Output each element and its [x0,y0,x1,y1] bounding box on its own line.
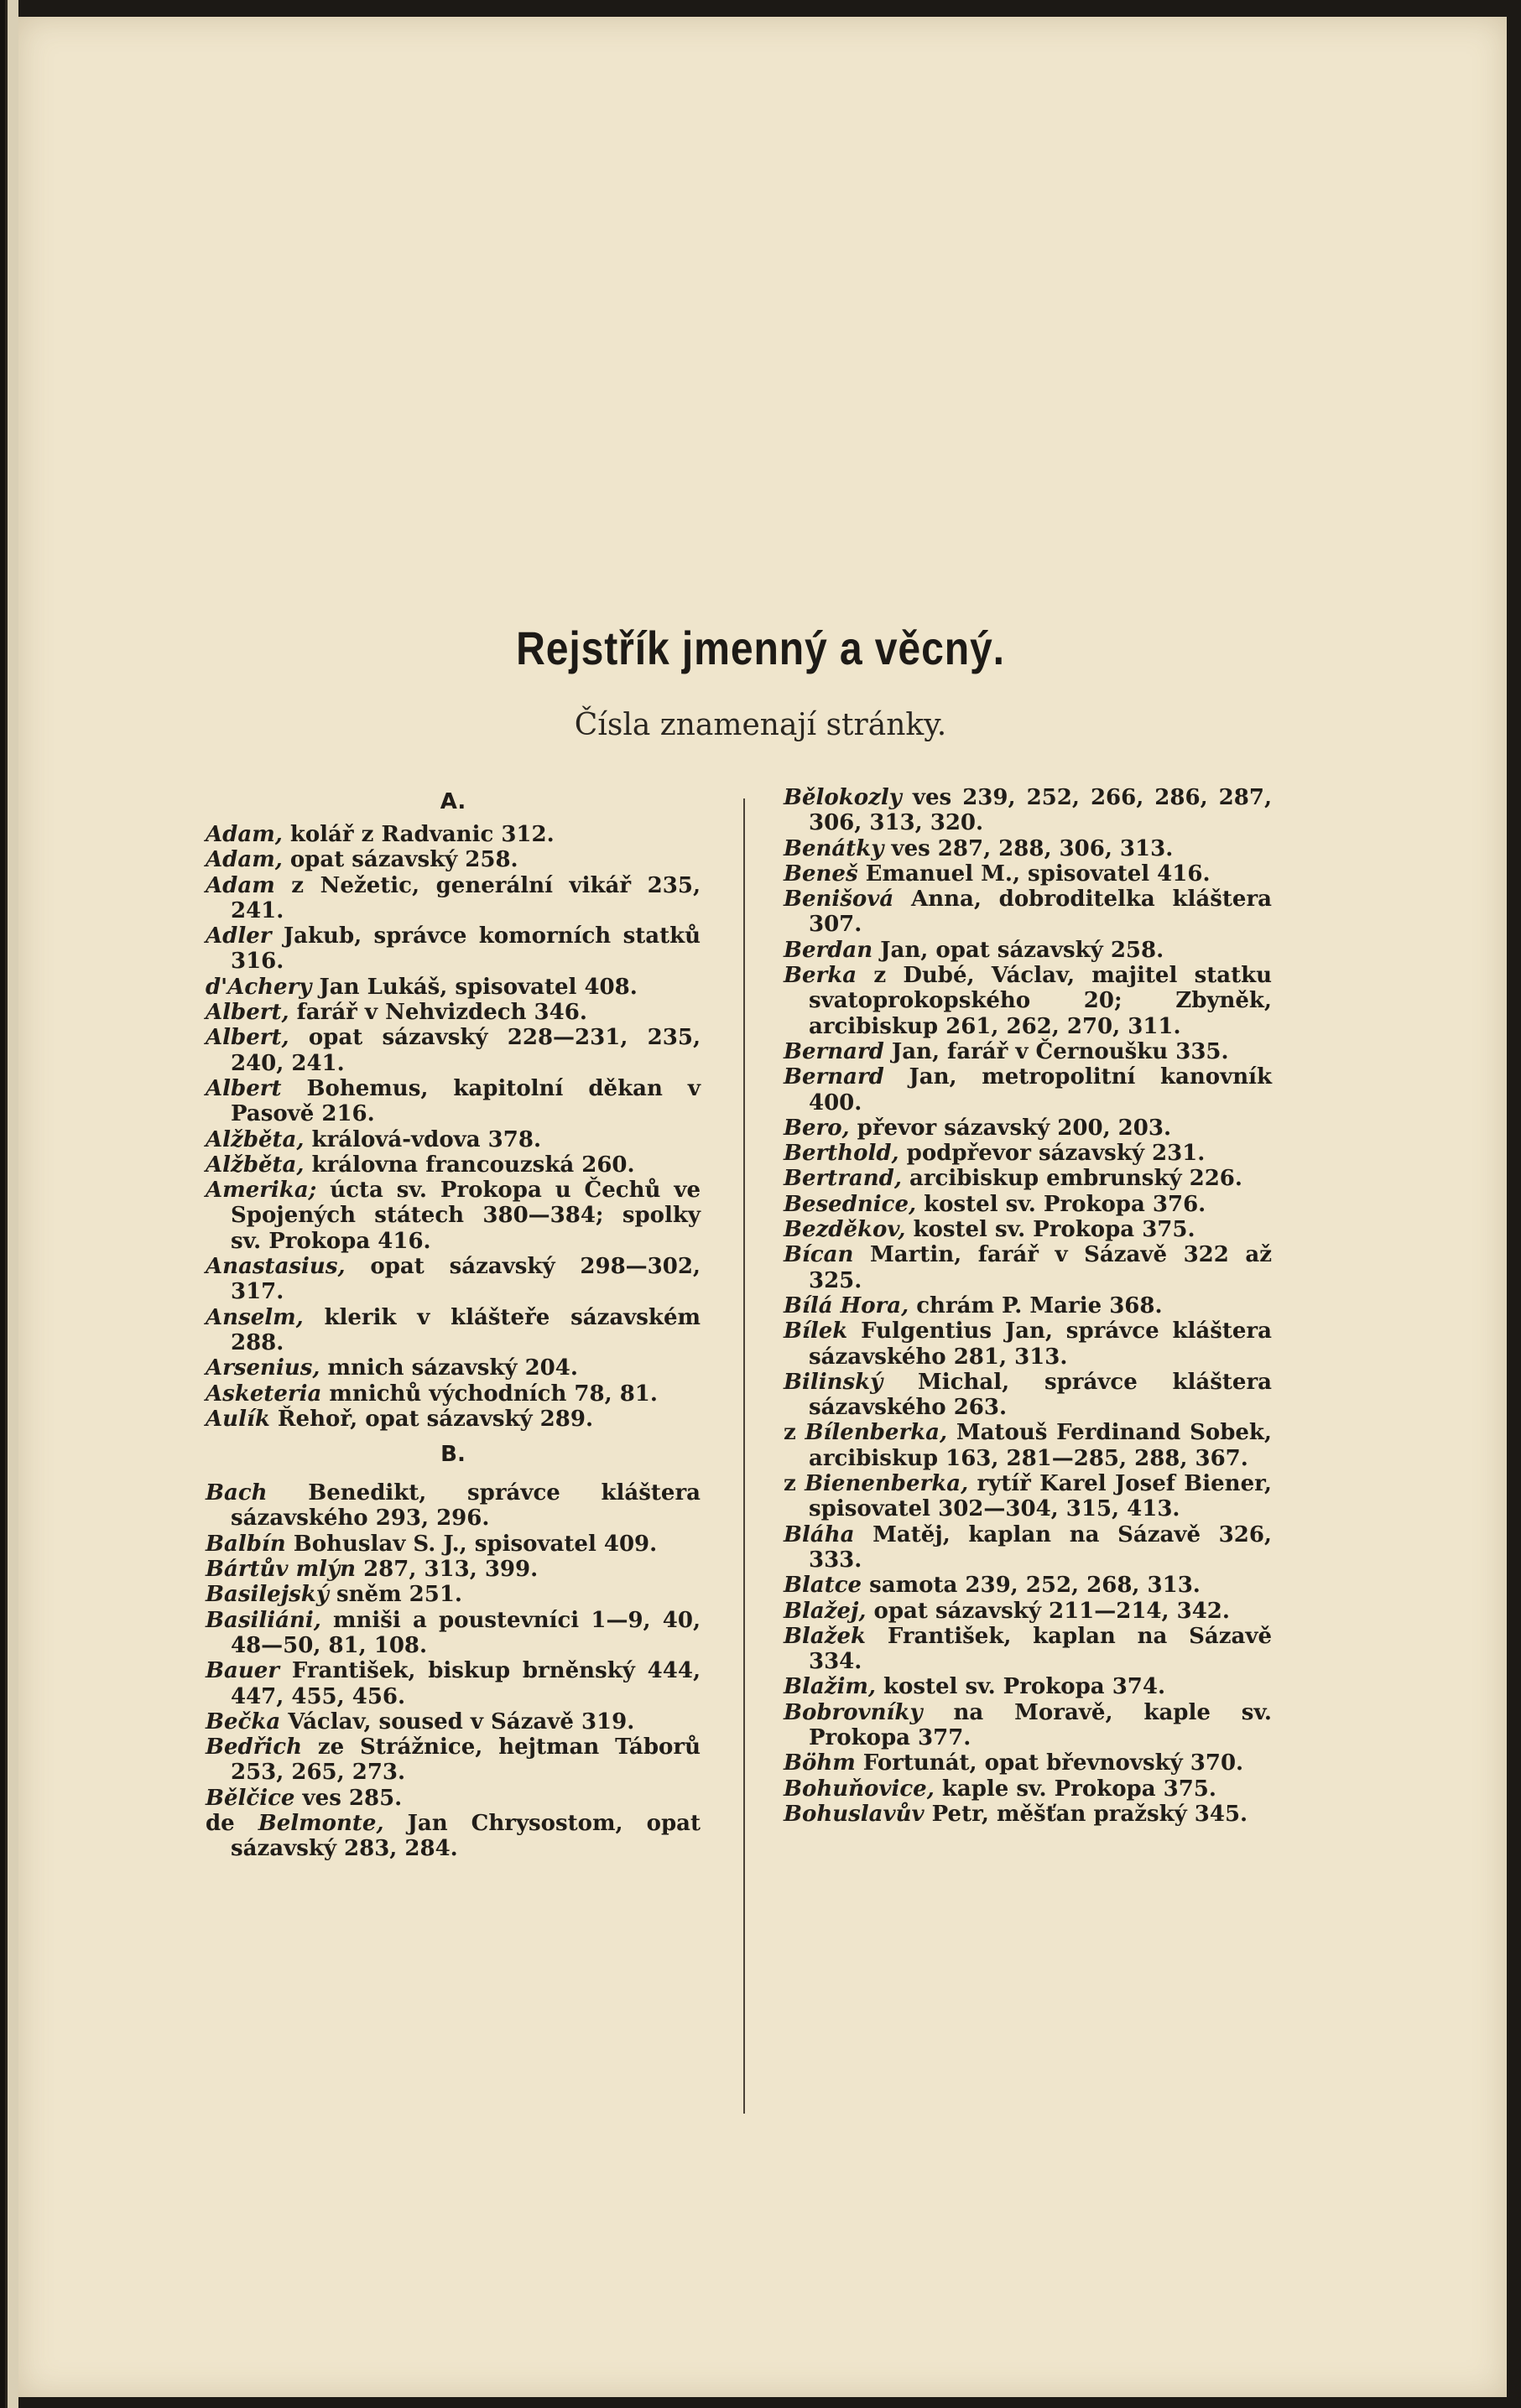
page-title: Rejstřík jmenný a věcný. [516,622,1005,674]
index-entry [784,1293,1272,1318]
index-entry [784,938,1272,963]
index-entry [206,1127,701,1152]
entry-headword: Albert [206,1075,282,1101]
entry-text: mnich sázavský 204. [327,1355,578,1381]
entry-headword: Berdan [784,937,873,963]
index-entry [206,873,701,924]
entry-headword: Adam [206,872,275,898]
index-entry [206,1557,701,1582]
entry-text: kostel sv. Prokopa 374. [883,1674,1166,1700]
index-entry [206,1076,701,1127]
entry-headword: Adam, [206,822,283,847]
entry-text: Matouš Ferdinand Sobek, arcibiskup 163, 281—285, 288, 367. [809,1420,1272,1471]
entry-headword: Bělokozly [784,785,902,810]
index-entry [206,1608,701,1659]
entry-headword: Basilejský [206,1582,329,1608]
entry-headword: Berthold, [784,1141,899,1167]
entry-headword: Beneš [784,861,858,887]
entry-headword: Bílá Hora, [784,1292,909,1318]
entry-headword: Amerika; [206,1178,317,1204]
entry-headword: Alžběta, [206,1126,305,1152]
index-entry [784,1522,1272,1573]
index-entry [206,923,701,975]
entry-text: arcibiskup embrunský 226. [909,1166,1242,1192]
entry-text: ves 239, 252, 266, 286, 287, 306, 313, 320. [809,785,1272,836]
entry-text: Václav, soused v Sázavě 319. [288,1708,635,1734]
index-entry [206,1786,701,1811]
index-entry [784,1624,1272,1675]
entry-text: ves 285. [302,1785,403,1811]
entry-prefix: z [784,1420,796,1446]
entry-text: královna francouzská 260. [311,1152,635,1178]
entry-text: Fulgentius Jan, správce kláštera sázavského 281, 313. [809,1318,1272,1370]
entry-text: Bohemus, kapitolní děkan v Pasově 216. [231,1075,701,1127]
entry-headword: Adler [206,923,272,949]
entry-headword: Anselm, [206,1304,304,1330]
index-entry [206,1025,701,1076]
entry-text: opat sázavský 258. [289,847,518,873]
entry-text: opat sázavský 211—214, 342. [873,1598,1230,1624]
section-letter: A. [440,789,466,814]
entry-text: kaple sv. Prokopa 375. [941,1776,1216,1802]
entry-headword: Basiliáni, [206,1607,321,1633]
index-entry [206,1480,701,1532]
index-entry [784,1039,1272,1064]
entry-text: Emanuel M., spisovatel 416. [865,861,1211,887]
index-entry [206,1254,701,1305]
entry-headword: d'Achery [206,974,312,1000]
entry-text: farář v Nehvizdech 346. [296,1000,587,1026]
index-entry [206,1355,701,1381]
index-entry [206,1582,701,1607]
entry-headword: Bezděkov, [784,1217,906,1243]
index-entry [206,1658,701,1709]
index-entry [784,963,1272,1039]
entry-headword: Anastasius, [206,1254,346,1280]
entry-headword: Bilinský [784,1369,883,1395]
entry-text: František, biskup brněnský 444, 447, 455, 456. [231,1658,701,1709]
entry-text: Benedikt, správce kláštera sázavského 293, 296. [231,1480,701,1532]
index-entry [784,861,1272,887]
index-entry [206,1305,701,1356]
entry-text: klerik v klášteře sázavském 288. [231,1304,701,1355]
entry-headword: Bártův mlýn [206,1557,356,1583]
index-entry [784,1116,1272,1141]
entry-prefix: z [784,1471,796,1497]
index-entry [784,1802,1272,1827]
entry-headword: Benišová [784,887,894,913]
index-entry [784,836,1272,861]
entry-headword: Bedřich [206,1734,303,1760]
index-entry [206,1178,701,1254]
entry-headword: Berka [784,963,857,989]
entry-headword: Albert, [206,1025,289,1051]
entry-headword: Bílenberka, [805,1420,948,1446]
index-entry [784,1217,1272,1242]
index-entry [784,1064,1272,1116]
index-entry [784,1750,1272,1776]
entry-headword: Bauer [206,1658,279,1684]
index-column-right [784,785,1272,1827]
entry-text: 287, 313, 399. [363,1557,539,1583]
entry-text: ves 287, 288, 306, 313. [891,835,1174,861]
entry-text: Jan Chrysostom, opat sázavský 283, 284. [231,1810,701,1862]
entry-text: opat sázavský 228—231, 235, 240, 241. [231,1025,701,1076]
index-entry [784,1599,1272,1624]
entry-headword: Bienenberka, [805,1471,969,1497]
entry-headword: Bertrand, [784,1166,902,1192]
entry-prefix: de [206,1810,235,1836]
entry-headword: Adam, [206,847,283,873]
index-entry [784,1192,1272,1217]
index-entry [784,1242,1272,1293]
entry-text: samota 239, 252, 268, 313. [869,1573,1201,1599]
entry-text: mnichů východních 78, 81. [329,1381,658,1407]
index-entry [784,1776,1272,1802]
entry-headword: Blatce [784,1573,862,1599]
entry-text: Jan Lukáš, spisovatel 408. [319,974,638,1000]
index-entry [784,1141,1272,1166]
column-divider [743,798,745,2114]
entry-text: Fortunát, opat břevnovský 370. [862,1750,1244,1776]
entry-text: Petr, měšťan pražský 345. [931,1801,1248,1827]
entry-text: z Nežetic, generální vikář 235, 241. [231,872,701,923]
entry-headword: Bernard [784,1038,884,1064]
index-entry [206,1000,701,1025]
entry-text: mniši a poustevníci 1—9, 40, 48—50, 81, 108. [231,1607,701,1658]
index-entry [206,1811,701,1862]
entry-headword: Aulík [206,1406,270,1432]
index-entry [206,975,701,1000]
entry-headword: Asketeria [206,1381,322,1407]
entry-headword: Albert, [206,1000,289,1026]
entry-text: na Moravě, kaple sv. Prokopa 377. [809,1699,1272,1750]
entry-text: Jan, opat sázavský 258. [880,937,1164,963]
entry-text: František, kaplan na Sázavě 334. [809,1623,1272,1675]
index-entry [784,1573,1272,1598]
index-entry [784,1166,1272,1191]
entry-headword: Bílek [784,1318,848,1344]
index-entry [206,1709,701,1734]
index-entry [206,1532,701,1557]
entry-headword: Bero, [784,1115,850,1141]
section-letter: B. [440,1442,466,1468]
entry-headword: Bícan [784,1242,854,1268]
index-entry [784,1420,1272,1471]
entry-headword: Bobrovníky [784,1699,923,1725]
entry-text: chrám P. Marie 368. [916,1292,1163,1318]
index-entry [784,887,1272,938]
entry-headword: Bohuslavův [784,1801,925,1827]
entry-text: Bohuslav S. J., spisovatel 409. [293,1531,658,1557]
entry-text: králová-vdova 378. [311,1126,541,1152]
entry-headword: Besednice, [784,1191,917,1217]
entry-headword: Balbín [206,1531,286,1557]
entry-text: Anna, dobroditelka kláštera 307. [809,887,1272,938]
scan-binding-edge [0,0,18,2408]
index-entry [784,1370,1272,1421]
entry-text: Jakub, správce komorních statků 316. [231,923,701,975]
entry-text: Martin, farář v Sázavě 322 až 325. [809,1242,1272,1293]
entry-text: ze Strážnice, hejtman Táborů 253, 265, 273. [231,1734,701,1786]
entry-text: Jan, metropolitní kanovník 400. [809,1064,1272,1116]
index-entry [206,822,701,847]
page-subtitle: Čísla znamenají stránky. [574,708,947,742]
index-entry [784,1318,1272,1370]
index-entry [206,1152,701,1178]
index-entry [206,847,701,872]
index-entry [206,1381,701,1407]
entry-headword: Benátky [784,835,884,861]
entry-headword: Arsenius, [206,1355,320,1381]
entry-text: Matěj, kaplan na Sázavě 326, 333. [809,1521,1272,1573]
index-entry [784,1700,1272,1751]
entry-headword: Blažek [784,1623,867,1649]
entry-text: kostel sv. Prokopa 376. [924,1191,1206,1217]
index-entry [784,785,1272,836]
entry-headword: Blažim, [784,1674,876,1700]
entry-headword: Blažej, [784,1598,867,1624]
entry-headword: Bohuňovice, [784,1776,935,1802]
entry-text: podpřevor sázavský 231. [906,1141,1206,1167]
entry-headword: Böhm [784,1750,856,1776]
entry-headword: Alžběta, [206,1152,305,1178]
entry-text: rytíř Karel Josef Biener, spisovatel 302—304, 315, 413. [809,1471,1272,1522]
entry-text: kostel sv. Prokopa 375. [913,1217,1195,1243]
index-entry [206,1734,701,1786]
entry-text: Michal, správce kláštera sázavského 263. [809,1369,1272,1421]
entry-headword: Bělčice [206,1785,295,1811]
entry-headword: Bach [206,1480,268,1506]
entry-headword: Bečka [206,1708,281,1734]
entry-text: sněm 251. [336,1582,462,1608]
entry-text: opat sázavský 298—302, 317. [231,1254,701,1305]
entry-headword: Bernard [784,1064,884,1090]
entry-text: Jan, farář v Černoušku 335. [891,1038,1229,1064]
index-column-left [206,785,701,1862]
entry-text: úcta sv. Prokopa u Čechů ve Spojených státech 380—384; spolky sv. Prokopa 416. [231,1178,701,1254]
index-entry [784,1674,1272,1699]
index-entry [784,1471,1272,1522]
entry-headword: Belmonte, [258,1810,384,1836]
entry-headword: Bláha [784,1521,855,1547]
entry-text: převor sázavský 200, 203. [857,1115,1172,1141]
entry-text: z Dubé, Václav, majitel statku svatoprokopského 20; Zbyněk, arcibiskup 261, 262, 270, 311. [809,963,1272,1039]
entry-text: Řehoř, opat sázavský 289. [277,1406,593,1432]
entry-text: kolář z Radvanic 312. [289,822,555,847]
